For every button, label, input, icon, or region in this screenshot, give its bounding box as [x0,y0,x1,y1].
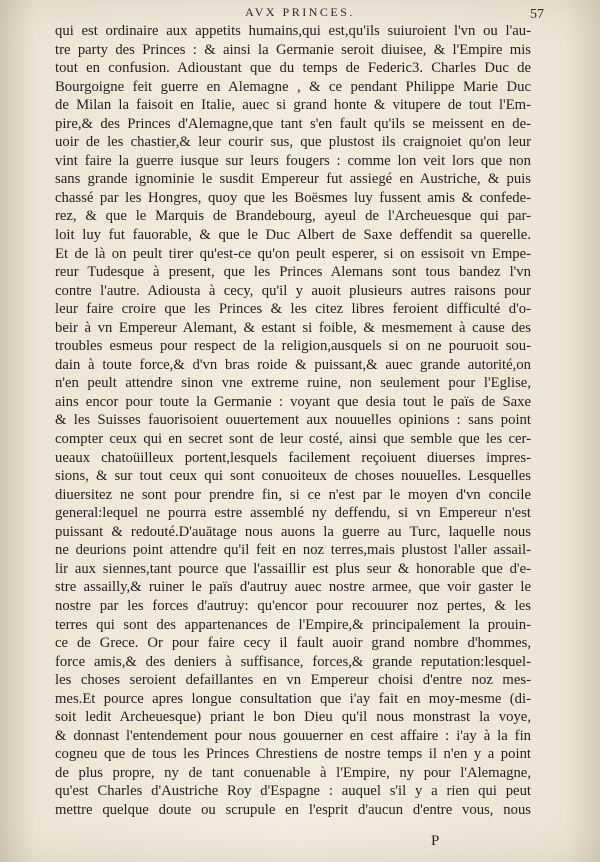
text-line: stre assailly,& ruiner le païs d'autruy auec nostre armee, que voir gaster le [55,579,531,596]
text-line: beir à vn Empereur Alemant, & estant si foible, & mesmement à cause des [55,319,531,336]
text-line: soit ledit Archeuesque) priant le bon Dieu qu'il nous monstrast la voye, [55,709,531,726]
text-line: leur faire croire que les Princes & les citez libres feroient difficulté d'o- [55,301,531,318]
text-line: puissant & redouté.D'auātage nous auons la guerre au Turc, laquelle nous [55,523,531,540]
text-line: pire,& des Princes d'Alemagne,que tant s'en fault qu'ils se meissent en de- [55,115,531,132]
text-line: chassé par les Hongres, quoy que les Boësmes luy fussent amis & confede- [55,189,531,206]
body-text [55,22,531,820]
text-line: nostre par les forces d'autruy: qu'encor pour recouurer noz pertes, & les [55,597,531,614]
text-line: ains encor pour toute la Germanie : voyant que desia tout le païs de Saxe [55,393,531,410]
text-line: terres qui sont des appartenances de l'Empire,& principalement la prouin- [55,616,531,633]
text-line: sans grande ignominie le susdit Empereur fut assiegé en Austriche, & puis [55,171,531,188]
text-line: Bourgoigne feit guerre en Alemagne , & ce pendant Philippe Marie Duc [55,78,531,95]
text-line: sions, & sur tout ceux qui sont conuoiteux de choses nouuelles. Lesquelles [55,468,531,485]
text-line: vint faire la guerre iusque sur leurs fougers : comme lon veit lors que non [55,152,531,169]
text-line: uoir de les chastier,& leur courir sus, que plustost ils craignoiet qu'on leur [55,134,531,151]
text-line: les choses seroient defaillantes en vn Empereur choisi d'entre noz mes- [55,672,531,689]
signature-mark: P [431,833,440,849]
text-line: troubles esmeus pour respect de la religion,ausquels si on ne pouruoit sou- [55,338,531,355]
text-line: ce de Grece. Or pour faire cecy il fault auoir grand nombre d'hommes, [55,635,531,652]
running-title: AVX PRINCES. [245,5,355,19]
text-line: tout en confusion. Adioustant que du temps de Federic3. Charles Duc de [55,60,531,77]
text-line: mettre quelque doute ou scrupule en l'esprit d'aucun d'entre vous, nous [55,801,531,818]
text-line: qui est ordinaire aux appetits humains,qui est,qu'ils suiuroient l'vn ou l'au- [55,23,531,39]
text-line: compter ceux qui en secret sont de leur costé, ainsi que semble que les cer- [55,431,531,448]
text-line: de Milan la faisoit en Italie, auec si grand honte & vitupere de tout l'Em- [55,97,531,114]
text-line: diuersitez ne sont pour prendre fin, si ce n'est par le moyen d'vn concile [55,486,531,503]
running-head [0,4,600,22]
text-line: qu'est Charles d'Austriche Roy d'Espagne : auquel s'il y a rien qui peut [55,783,531,800]
text-line: contre l'autre. Adiousta à cecy, qu'il y auoit plusieurs autres raisons pour [55,282,531,299]
text-line: tre party des Princes : & ainsi la Germanie seroit diuisee, & l'Empire mis [55,41,531,58]
text-line: lir aux siennes,tant pource que l'assaillir est plus seur & honorable que d'e- [55,560,531,577]
text-line: rez, & que le Marquis de Brandebourg, ayeul de l'Archeuesque qui par- [55,208,531,225]
text-line: n'en peult attendre sinon vne extreme ruine, non seulement pour l'Eglise, [55,375,531,392]
text-line: ne deurions point attendre qu'il feit en noz terres,mais plustost l'aller assail- [55,542,531,559]
text-line: de plus propre, ny de tant conuenable à l'Empire, ny pour l'Alemagne, [55,764,531,781]
text-line: Et de là on peult tirer qu'est-ce qu'on peult esperer, si on essisoit vn Empe- [55,245,531,262]
text-line: dain à toute force,& d'vn bras roide & puissant,& auec grande autorité,on [55,356,531,373]
text-line: & les Suisses fauorisoient ouuertement aux nouuelles opinions : sans point [55,412,531,429]
text-line: ueaux chatoüilleux portent,lesquels facilement reçoiuent diuerses impres- [55,449,531,466]
page-number: 57 [530,7,544,22]
text-line: mes.Et pource apres longue consultation que i'ay fait en moy-mesme (di- [55,690,531,707]
text-line: loit luy fut fauorable, & que le Duc Albert de Saxe deffendit sa querelle. [55,227,531,244]
text-line: & donnast l'entendement pour nous gouuerner en cest affaire : i'ay à la fin [55,727,531,744]
text-line: cogneu que de tous les Princes Chrestiens de nostre temps il n'en y a point [55,746,531,763]
text-line: general:lequel ne pourra estre assemblé ny deffendu, si vn Empereur n'est [55,505,531,522]
text-line: force amis,& des deniers à suffisance, forces,& grande reputation:lesquel- [55,653,531,670]
text-line: reur Tudesque à present, que les Princes Alemans sont tous bandez l'vn [55,264,531,281]
